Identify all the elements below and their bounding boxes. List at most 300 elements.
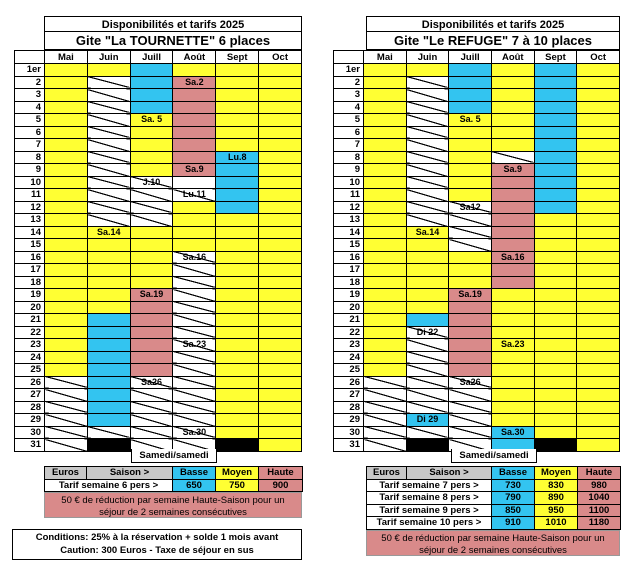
day-cell xyxy=(130,164,173,177)
day-cell xyxy=(45,226,88,239)
day-cell xyxy=(87,201,130,214)
day-cell xyxy=(406,414,449,427)
tarif-row-label: Tarif semaine 9 pers > xyxy=(367,504,492,517)
left-discount-note: 50 € de réduction par semaine Haute-Saison pour un séjour de 2 semaines consécutives xyxy=(44,492,302,518)
month-header: Juin xyxy=(87,51,130,64)
booking-label: Sa.30 xyxy=(182,426,207,437)
left-tariff-table xyxy=(44,466,303,492)
day-cell xyxy=(449,126,492,139)
day-cell xyxy=(259,251,302,264)
tarif-haute: 1100 xyxy=(578,504,621,517)
day-cell xyxy=(364,276,407,289)
day-cell xyxy=(534,76,577,89)
day-cell xyxy=(534,314,577,327)
day-number: 31 xyxy=(334,439,364,452)
day-cell xyxy=(45,176,88,189)
day-number: 10 xyxy=(334,176,364,189)
day-cell xyxy=(87,214,130,227)
day-cell xyxy=(130,264,173,277)
day-cell xyxy=(364,376,407,389)
day-number: 19 xyxy=(15,289,45,302)
day-cell xyxy=(45,351,88,364)
day-number: 23 xyxy=(334,339,364,352)
day-cell xyxy=(173,239,216,252)
conditions-box xyxy=(12,529,302,560)
day-cell xyxy=(449,414,492,427)
day-cell xyxy=(577,189,620,202)
day-cell xyxy=(259,289,302,302)
day-cell xyxy=(130,301,173,314)
day-cell xyxy=(577,239,620,252)
day-cell xyxy=(534,89,577,102)
day-cell xyxy=(534,64,577,77)
day-cell xyxy=(216,114,259,127)
day-cell xyxy=(534,126,577,139)
day-number: 18 xyxy=(15,276,45,289)
day-cell xyxy=(87,151,130,164)
day-cell xyxy=(406,126,449,139)
day-cell xyxy=(406,226,449,239)
day-cell xyxy=(406,239,449,252)
day-number: 6 xyxy=(334,126,364,139)
day-number: 2 xyxy=(15,76,45,89)
day-cell xyxy=(87,64,130,77)
day-cell xyxy=(577,139,620,152)
day-number: 5 xyxy=(334,114,364,127)
day-number: 20 xyxy=(334,301,364,314)
day-cell xyxy=(406,189,449,202)
haute-header: Haute xyxy=(259,467,303,480)
day-cell xyxy=(491,126,534,139)
day-cell xyxy=(130,126,173,139)
day-cell xyxy=(259,164,302,177)
basse-header: Basse xyxy=(492,467,535,480)
day-cell xyxy=(449,389,492,402)
booking-label: Di 29 xyxy=(416,414,439,424)
day-number: 11 xyxy=(334,189,364,202)
day-cell xyxy=(364,251,407,264)
day-cell xyxy=(45,414,88,427)
day-number: 30 xyxy=(15,426,45,439)
day-cell xyxy=(87,414,130,427)
day-cell xyxy=(491,101,534,114)
day-cell xyxy=(216,289,259,302)
day-cell xyxy=(449,289,492,302)
day-cell xyxy=(491,114,534,127)
booking-label: Sa.2 xyxy=(185,76,204,87)
day-cell xyxy=(173,426,216,439)
day-cell xyxy=(87,264,130,277)
day-cell xyxy=(534,276,577,289)
day-cell xyxy=(173,264,216,277)
day-cell xyxy=(87,239,130,252)
day-cell xyxy=(259,364,302,377)
day-number: 15 xyxy=(334,239,364,252)
day-cell xyxy=(534,264,577,277)
day-cell xyxy=(259,389,302,402)
day-cell xyxy=(577,414,620,427)
day-cell xyxy=(130,114,173,127)
booking-label: Sa.14 xyxy=(96,226,121,237)
day-cell xyxy=(87,401,130,414)
day-cell xyxy=(449,164,492,177)
day-number: 3 xyxy=(15,89,45,102)
day-cell xyxy=(259,276,302,289)
day-cell xyxy=(259,439,302,452)
day-number: 29 xyxy=(15,414,45,427)
day-cell xyxy=(491,401,534,414)
day-cell xyxy=(364,201,407,214)
day-cell xyxy=(364,439,407,452)
tarif-moyen: 1010 xyxy=(535,517,578,530)
day-cell xyxy=(216,189,259,202)
day-cell xyxy=(87,139,130,152)
day-cell xyxy=(449,376,492,389)
day-cell xyxy=(87,426,130,439)
day-cell xyxy=(364,214,407,227)
day-cell xyxy=(577,351,620,364)
tarif-haute: 980 xyxy=(578,479,621,492)
tarif-moyen: 750 xyxy=(216,479,259,492)
euros-header: Euros xyxy=(367,467,407,480)
day-cell xyxy=(406,176,449,189)
day-cell xyxy=(130,239,173,252)
day-cell xyxy=(491,226,534,239)
euros-header: Euros xyxy=(45,467,87,480)
day-number: 11 xyxy=(15,189,45,202)
day-cell xyxy=(45,314,88,327)
basse-header: Basse xyxy=(173,467,216,480)
day-cell xyxy=(491,301,534,314)
day-cell xyxy=(491,289,534,302)
day-cell xyxy=(173,414,216,427)
day-cell xyxy=(259,139,302,152)
day-cell xyxy=(216,351,259,364)
day-cell xyxy=(173,226,216,239)
day-cell xyxy=(449,351,492,364)
day-cell xyxy=(406,151,449,164)
day-cell xyxy=(449,251,492,264)
day-cell xyxy=(45,251,88,264)
tarif-basse: 790 xyxy=(492,492,535,505)
day-cell xyxy=(491,139,534,152)
day-number: 1er xyxy=(15,64,45,77)
tarif-moyen: 830 xyxy=(535,479,578,492)
day-number: 30 xyxy=(334,426,364,439)
day-cell xyxy=(87,289,130,302)
day-cell xyxy=(216,201,259,214)
day-cell xyxy=(364,151,407,164)
day-cell xyxy=(364,264,407,277)
day-cell xyxy=(364,401,407,414)
day-cell xyxy=(449,76,492,89)
day-cell xyxy=(577,101,620,114)
day-cell xyxy=(173,276,216,289)
day-cell xyxy=(173,139,216,152)
day-cell xyxy=(364,114,407,127)
day-cell xyxy=(259,151,302,164)
day-cell xyxy=(449,276,492,289)
day-cell xyxy=(216,301,259,314)
day-cell xyxy=(87,364,130,377)
day-cell xyxy=(259,201,302,214)
day-cell xyxy=(534,439,577,452)
day-cell xyxy=(491,339,534,352)
right-discount-note: 50 € de réduction par semaine Haute-Saison pour un séjour de 2 semaines consécutives xyxy=(366,530,620,556)
day-cell xyxy=(259,214,302,227)
day-cell xyxy=(173,301,216,314)
day-number: 8 xyxy=(15,151,45,164)
booking-label: Sa26 xyxy=(459,376,481,387)
day-cell xyxy=(130,251,173,264)
day-cell xyxy=(449,401,492,414)
day-cell xyxy=(45,426,88,439)
tarif-row-label: Tarif semaine 8 pers > xyxy=(367,492,492,505)
day-cell xyxy=(364,64,407,77)
day-number: 12 xyxy=(334,201,364,214)
day-cell xyxy=(534,426,577,439)
day-cell xyxy=(491,76,534,89)
day-cell xyxy=(577,439,620,452)
day-number: 25 xyxy=(15,364,45,377)
day-cell xyxy=(364,139,407,152)
day-cell xyxy=(534,226,577,239)
day-cell xyxy=(259,339,302,352)
day-cell xyxy=(406,326,449,339)
month-header: Juill xyxy=(130,51,173,64)
day-cell xyxy=(406,251,449,264)
day-number: 27 xyxy=(15,389,45,402)
day-cell xyxy=(87,251,130,264)
day-cell xyxy=(364,364,407,377)
day-cell xyxy=(449,201,492,214)
day-cell xyxy=(45,151,88,164)
day-number: 17 xyxy=(15,264,45,277)
day-cell xyxy=(173,289,216,302)
day-cell xyxy=(173,76,216,89)
day-cell xyxy=(216,251,259,264)
day-cell xyxy=(173,64,216,77)
day-cell xyxy=(45,389,88,402)
day-cell xyxy=(130,314,173,327)
day-cell xyxy=(534,139,577,152)
day-number: 28 xyxy=(15,401,45,414)
day-cell xyxy=(534,289,577,302)
day-cell xyxy=(45,276,88,289)
moyen-header: Moyen xyxy=(535,467,578,480)
day-cell xyxy=(406,214,449,227)
day-cell xyxy=(406,439,449,452)
day-cell xyxy=(259,301,302,314)
day-cell xyxy=(364,101,407,114)
day-cell xyxy=(216,139,259,152)
day-cell xyxy=(45,339,88,352)
day-cell xyxy=(449,364,492,377)
day-cell xyxy=(259,239,302,252)
day-number: 13 xyxy=(15,214,45,227)
day-cell xyxy=(449,426,492,439)
day-cell xyxy=(173,126,216,139)
day-cell xyxy=(406,276,449,289)
day-number: 23 xyxy=(15,339,45,352)
day-number: 21 xyxy=(334,314,364,327)
day-number: 21 xyxy=(15,314,45,327)
booking-label: Sa.23 xyxy=(182,339,207,349)
booking-label: Lu.8 xyxy=(227,151,247,162)
day-number: 8 xyxy=(334,151,364,164)
day-cell xyxy=(449,89,492,102)
right-calendar-title: Disponibilités et tarifs 2025 xyxy=(366,16,620,32)
day-cell xyxy=(491,314,534,327)
day-cell xyxy=(130,189,173,202)
day-cell xyxy=(259,76,302,89)
day-cell xyxy=(130,76,173,89)
tarif-row-label: Tarif semaine 6 pers > xyxy=(45,479,173,492)
day-cell xyxy=(130,226,173,239)
booking-label: Sa.16 xyxy=(182,251,207,262)
booking-label: Sa.19 xyxy=(458,289,482,299)
day-cell xyxy=(87,276,130,289)
day-cell xyxy=(534,176,577,189)
day-cell xyxy=(259,89,302,102)
day-cell xyxy=(364,301,407,314)
day-cell xyxy=(577,126,620,139)
day-cell xyxy=(130,389,173,402)
tarif-basse: 730 xyxy=(492,479,535,492)
day-cell xyxy=(364,76,407,89)
day-cell xyxy=(577,164,620,177)
day-cell xyxy=(45,289,88,302)
day-number: 1er xyxy=(334,64,364,77)
day-cell xyxy=(534,364,577,377)
day-number: 16 xyxy=(15,251,45,264)
day-number: 22 xyxy=(334,326,364,339)
day-cell xyxy=(130,426,173,439)
day-cell xyxy=(216,414,259,427)
right-tariff-table xyxy=(366,466,621,530)
day-cell xyxy=(130,64,173,77)
day-cell xyxy=(449,314,492,327)
tarif-haute: 1180 xyxy=(578,517,621,530)
tarif-row-label: Tarif semaine 7 pers > xyxy=(367,479,492,492)
day-cell xyxy=(577,214,620,227)
day-cell xyxy=(216,376,259,389)
day-cell xyxy=(491,164,534,177)
booking-label: Sa26 xyxy=(141,376,163,387)
day-number: 4 xyxy=(334,101,364,114)
day-cell xyxy=(87,314,130,327)
day-cell xyxy=(577,376,620,389)
day-cell xyxy=(173,339,216,352)
tarif-basse: 850 xyxy=(492,504,535,517)
day-cell xyxy=(216,314,259,327)
day-cell xyxy=(491,351,534,364)
left-calendar-title: Disponibilités et tarifs 2025 xyxy=(44,16,302,32)
day-cell xyxy=(45,439,88,452)
day-cell xyxy=(364,414,407,427)
day-number: 29 xyxy=(334,414,364,427)
day-number: 15 xyxy=(15,239,45,252)
day-cell xyxy=(491,201,534,214)
day-cell xyxy=(406,364,449,377)
day-cell xyxy=(364,326,407,339)
day-cell xyxy=(534,301,577,314)
day-cell xyxy=(364,426,407,439)
day-cell xyxy=(491,326,534,339)
day-cell xyxy=(130,351,173,364)
day-number: 14 xyxy=(15,226,45,239)
day-cell xyxy=(216,364,259,377)
day-cell xyxy=(130,289,173,302)
day-cell xyxy=(216,101,259,114)
booking-label: Sa.30 xyxy=(501,426,525,437)
booking-label: Sa. 5 xyxy=(459,114,481,124)
day-cell xyxy=(87,376,130,389)
day-cell xyxy=(491,364,534,377)
day-number: 10 xyxy=(15,176,45,189)
moyen-header: Moyen xyxy=(216,467,259,480)
right-availability-grid xyxy=(333,50,620,452)
day-cell xyxy=(577,201,620,214)
day-cell xyxy=(87,76,130,89)
month-header: Oct xyxy=(577,51,620,64)
saison-header: Saison > xyxy=(87,467,173,480)
day-cell xyxy=(216,439,259,452)
day-cell xyxy=(534,164,577,177)
day-cell xyxy=(259,376,302,389)
day-cell xyxy=(364,226,407,239)
day-number: 22 xyxy=(15,326,45,339)
day-cell xyxy=(577,114,620,127)
day-number: 2 xyxy=(334,76,364,89)
tarif-haute: 900 xyxy=(259,479,303,492)
day-header xyxy=(334,51,364,64)
day-cell xyxy=(491,89,534,102)
day-cell xyxy=(406,89,449,102)
day-cell xyxy=(173,326,216,339)
day-cell xyxy=(364,314,407,327)
day-cell xyxy=(173,251,216,264)
day-cell xyxy=(577,176,620,189)
conditions-line: Conditions: 25% à la réservation + solde 1 mois avant xyxy=(35,532,279,543)
day-cell xyxy=(87,114,130,127)
day-cell xyxy=(449,114,492,127)
day-number: 24 xyxy=(15,351,45,364)
day-cell xyxy=(45,64,88,77)
day-cell xyxy=(364,176,407,189)
day-cell xyxy=(130,376,173,389)
day-cell xyxy=(216,164,259,177)
day-cell xyxy=(87,326,130,339)
day-cell xyxy=(259,114,302,127)
booking-label: Lu.11 xyxy=(182,189,206,199)
day-number: 5 xyxy=(15,114,45,127)
month-header: Juill xyxy=(449,51,492,64)
day-cell xyxy=(406,351,449,364)
booking-label: Sa.16 xyxy=(501,251,525,262)
day-cell xyxy=(45,201,88,214)
month-header: Mai xyxy=(45,51,88,64)
day-cell xyxy=(45,364,88,377)
day-cell xyxy=(45,326,88,339)
day-cell xyxy=(534,326,577,339)
day-cell xyxy=(491,389,534,402)
day-cell xyxy=(130,326,173,339)
day-number: 4 xyxy=(15,101,45,114)
tarif-moyen: 890 xyxy=(535,492,578,505)
day-cell xyxy=(130,101,173,114)
day-number: 31 xyxy=(15,439,45,452)
